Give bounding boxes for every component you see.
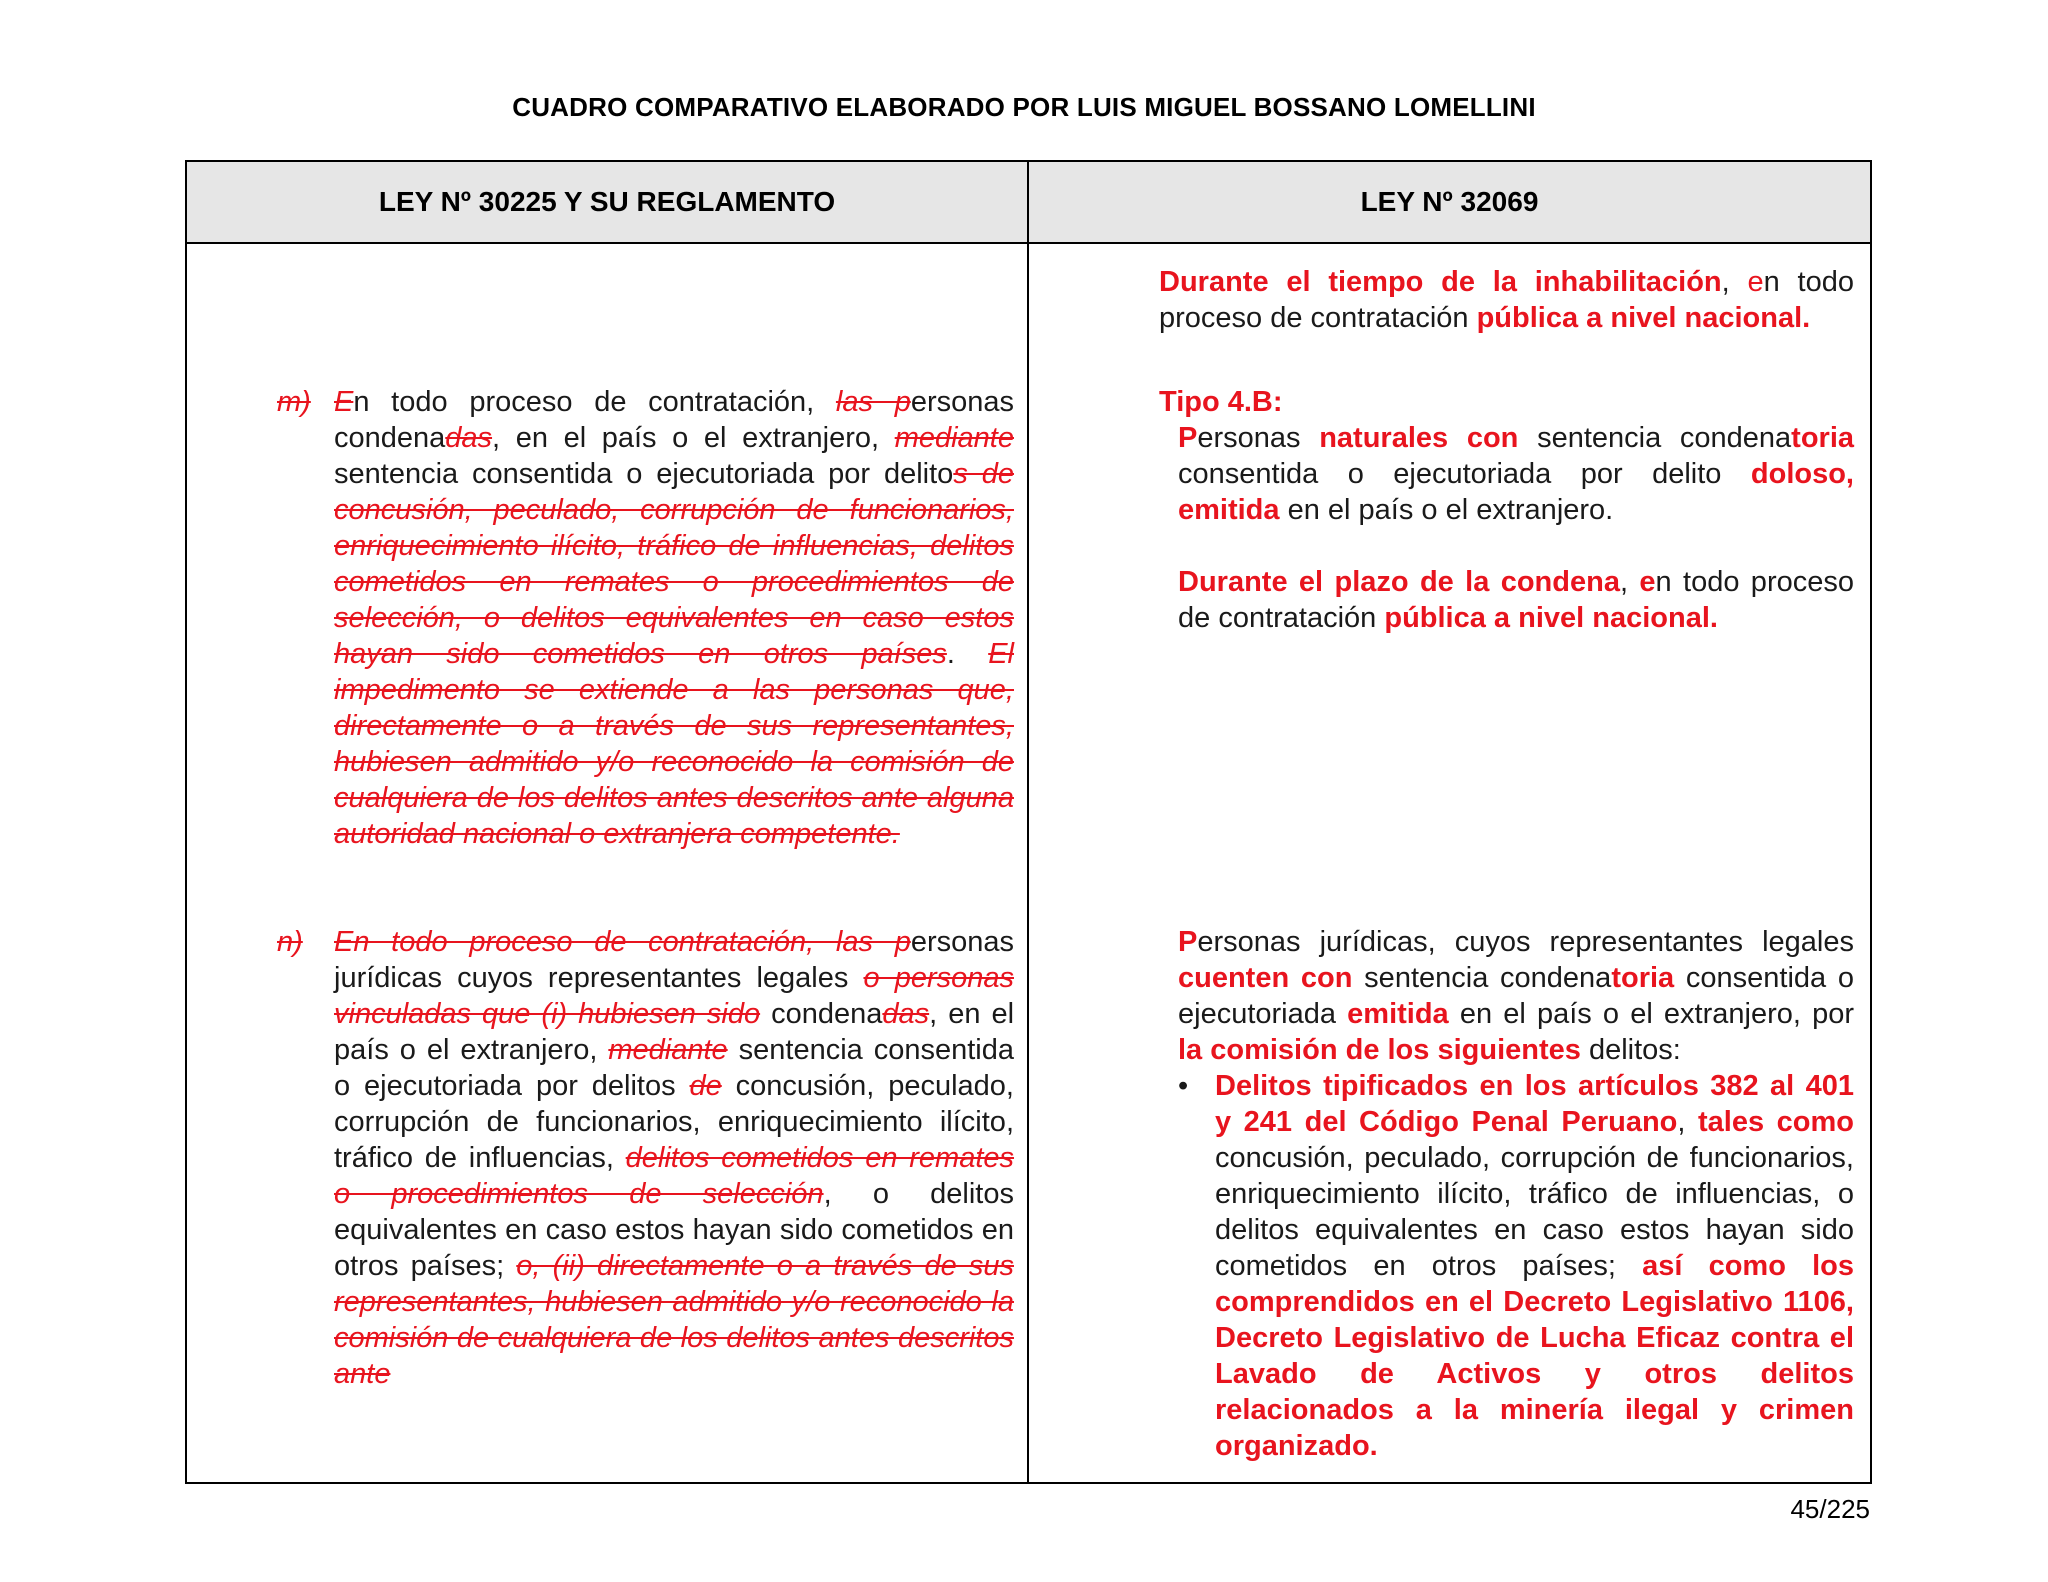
item-m-marker: m) <box>277 386 311 418</box>
bullet-item-delitos <box>1178 1068 1854 1464</box>
item-n-text: En todo proceso de contratación, las personas jurídicas cuyos representantes legales o personas vinculadas que (i) hubiesen sido condenadas, en el país o el extranjero, mediante sentencia consentida o ejecutoriada por delitos de concusión, peculado, corrupción de funcionarios, enriquecimiento ilícito, tráfico de influencias, delitos cometidos en remates o procedimientos de selección, o delitos equivalentes en caso estos hayan sido cometidos en otros países; o, (ii) directamente o a través de sus representantes, hubiesen admitido y/o reconocido la comisión de cualquiera de los delitos antes descritos ante <box>334 926 1015 1390</box>
right-column-cell <box>1028 243 1871 1483</box>
right-paragraph-inhabilitacion: Durante el tiempo de la inhabilitación, en todo proceso de contratación pública a nivel nacional. <box>1159 266 1854 334</box>
comparison-table <box>185 160 1872 1484</box>
page-title: CUADRO COMPARATIVO ELABORADO POR LUIS MIGUEL BOSSANO LOMELLINI <box>512 92 1536 122</box>
item-m-text: En todo proceso de contratación, las personas condenadas, en el país o el extranjero, mediante sentencia consentida o ejecutoriada por delitos de concusión, peculado, corrupción de funcionarios, enriquecimiento ilícito, tráfico de influencias, delitos cometidos en remates o procedimientos de selección, o delitos equivalentes en caso estos hayan sido cometidos en otros países. El impedimento se extiende a las personas que, directamente o a través de sus representantes, hubiesen admitido y/o reconocido la comisión de cualquiera de los delitos antes descritos ante alguna autoridad nacional o extranjera competente. <box>334 386 1014 850</box>
tipo-heading: Tipo 4.B: <box>1159 386 1283 418</box>
column-header-ley-32069: LEY Nº 32069 <box>1028 161 1871 243</box>
bullet-text: Delitos tipificados en los artículos 382 al 401 y 241 del Código Penal Peruano, tales como concusión, peculado, corrupción de funcionarios, enriquecimiento ilícito, tráfico de influencias, o delitos equivalentes en caso estos hayan sido cometidos en otros países; así como los comprendidos en el Decreto Legislativo 1106, Decreto Legislativo de Lucha Eficaz contra el Lavado de Activos y otros delitos relacionados a la minería ilegal y crimen organizado. <box>1215 1070 1854 1462</box>
right-paragraph-personas-juridicas: Personas jurídicas, cuyos representantes legales cuenten con sentencia condenatoria consentida o ejecutoriada emitida en el país o el extranjero, por la comisión de los siguientes delitos: <box>1178 926 1855 1066</box>
bullet-icon: • <box>1178 1070 1189 1102</box>
left-column-cell <box>186 243 1028 1483</box>
right-paragraph-plazo-condena: Durante el plazo de la condena, en todo proceso de contratación pública a nivel nacional. <box>1178 566 1854 634</box>
page-number: 45/225 <box>1790 1494 1870 1524</box>
right-paragraph-personas-naturales: Personas naturales con sentencia condenatoria consentida o ejecutoriada por delito doloso, emitida en el país o el extranjero. <box>1178 422 1855 526</box>
column-header-ley-30225: LEY Nº 30225 Y SU REGLAMENTO <box>186 161 1028 243</box>
item-n-marker: n) <box>277 926 303 958</box>
